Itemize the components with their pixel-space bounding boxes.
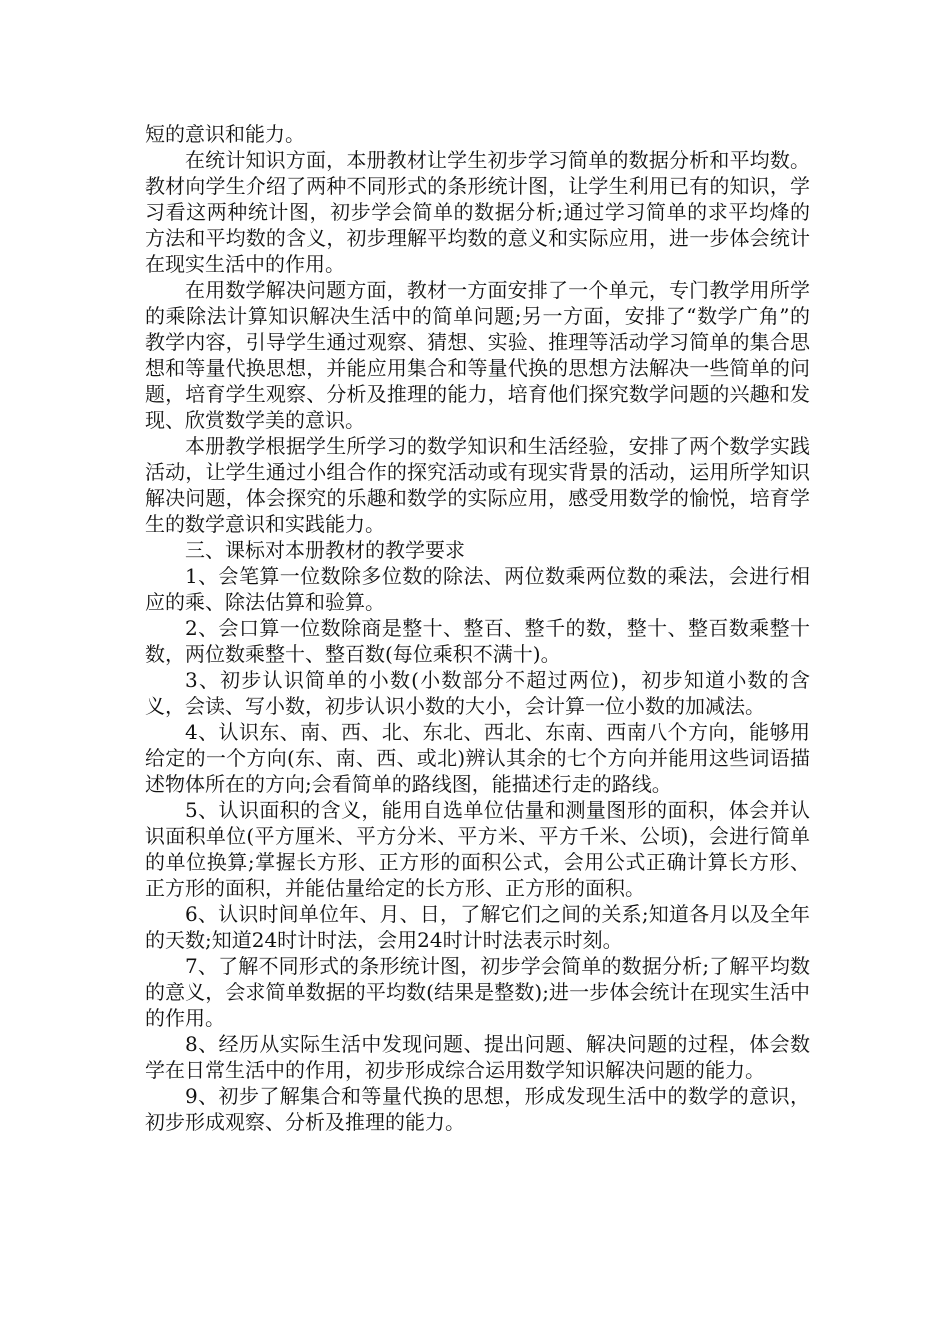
requirement-item-6: 6、认识时间单位年、月、日，了解它们之间的关系;知道各月以及全年的天数;知道24时计时法，会用24时计时法表示时刻。 bbox=[145, 902, 810, 952]
requirement-item-1: 1、会笔算一位数除多位数的除法、两位数乘两位数的乘法，会进行相应的乘、除法估算和验算。 bbox=[145, 564, 810, 614]
document-body bbox=[145, 121, 810, 1135]
requirement-item-3: 3、初步认识简单的小数(小数部分不超过两位)，初步知道小数的含义，会读、写小数，初步认识小数的大小，会计算一位小数的加减法。 bbox=[145, 668, 810, 718]
requirement-item-8: 8、经历从实际生活中发现问题、提出问题、解决问题的过程，体会数学在日常生活中的作用，初步形成综合运用数学知识解决问题的能力。 bbox=[145, 1032, 810, 1082]
requirement-item-7: 7、了解不同形式的条形统计图，初步学会简单的数据分析;了解平均数的意义，会求简单数据的平均数(结果是整数);进一步体会统计在现实生活中的作用。 bbox=[145, 954, 810, 1030]
requirement-item-5: 5、认识面积的含义，能用自选单位估量和测量图形的面积，体会并认识面积单位(平方厘米、平方分米、平方米、平方千米、公顷)，会进行简单的单位换算;掌握长方形、正方形的面积公式，会用公式正确计算长方形、正方形的面积，并能估量给定的长方形、正方形的面积。 bbox=[145, 798, 810, 900]
paragraph-practice-activities: 本册教学根据学生所学习的数学知识和生活经验，安排了两个数学实践活动，让学生通过小组合作的探究活动或有现实背景的活动，运用所学知识解决问题，体会探究的乐趣和数学的实际应用，感受用数学的愉悦，培育学生的数学意识和实践能力。 bbox=[145, 434, 810, 536]
requirement-item-9: 9、初步了解集合和等量代换的思想，形成发现生活中的数学的意识，初步形成观察、分析及推理的能力。 bbox=[145, 1084, 810, 1134]
paragraph-statistics: 在统计知识方面，本册教材让学生初步学习简单的数据分析和平均数。教材向学生介绍了两种不同形式的条形统计图，让学生利用已有的知识，学习看这两种统计图，初步学会简单的数据分析;通过学习简单的求平均烽的方法和平均数的含义，初步理解平均数的意义和实际应用，进一步体会统计在现实生活中的作用。 bbox=[145, 148, 810, 276]
section-heading-requirements: 三、课标对本册教材的教学要求 bbox=[185, 538, 465, 562]
paragraph-problem-solving: 在用数学解决问题方面，教材一方面安排了一个单元，专门教学用所学的乘除法计算知识解决生活中的简单问题;另一方面，安排了“数学广角”的教学内容，引导学生通过观察、猜想、实验、推理等活动学习简单的集合思想和等量代换思想，并能应用集合和等量代换的思想方法解决一些简单的问题，培育学生观察、分析及推理的能力，培育他们探究数学问题的兴趣和发现、欣赏数学美的意识。 bbox=[145, 278, 810, 432]
requirement-item-2: 2、会口算一位数除商是整十、整百、整千的数，整十、整百数乘整十数，两位数乘整十、整百数(每位乘积不满十)。 bbox=[145, 616, 810, 666]
requirement-item-4: 4、认识东、南、西、北、东北、西北、东南、西南八个方向，能够用给定的一个方向(东、南、西、或北)辨认其余的七个方向并能用这些词语描述物体所在的方向;会看简单的路线图，能描述行走的路线。 bbox=[145, 720, 810, 796]
paragraph-continuation: 短的意识和能力。 bbox=[145, 122, 305, 146]
